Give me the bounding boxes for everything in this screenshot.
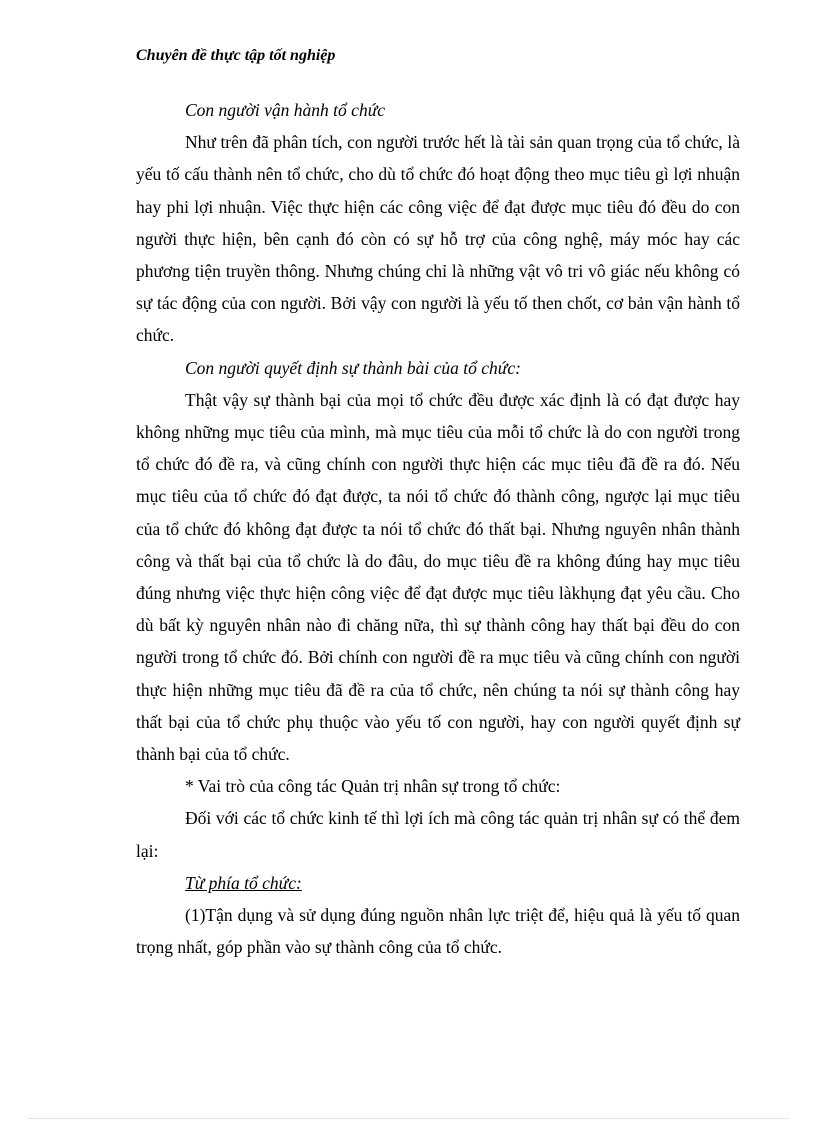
page-header-title: Chuyên đề thực tập tốt nghiệp [136,47,336,64]
paragraph-hr-role-heading: * Vai trò của công tác Quản trị nhân sự trong tổ chức: [185,776,561,797]
subheading-people-decide: Con người quyết định sự thành bài của tổ chức: [185,357,521,378]
subheading-organization-side-text: Từ phía tổ chức: [185,872,302,893]
paragraph-success-failure: Thật vậy sự thành bại của mọi tổ chức đều được xác định là có đạt được hay không những mục tiêu của mình, mà mục tiêu của mỗi tổ chức là do con người trong tổ chức đó đề ra, và cũng chính con người thực hiện các mục tiêu đã đề ra đó. Nếu mục tiêu của tổ chức đó đạt được, ta nói tổ chức đó thành công, ngược lại mục tiêu của tổ chức đó không đạt được ta nói tổ chức đó thất bại. Nhưng nguyên nhân thành công và thất bại của tổ chức là do đâu, do mục tiêu đề ra không đúng hay mục tiêu đúng nhưng việc thực hiện công việc để đạt được mục tiêu làkhụng đạt yêu cầu. Cho dù bất kỳ nguyên nhân nào đi chăng nữa, thì sự thành công hay thất bại đều do con người trong tổ chức đó. Bởi chính con người đề ra mục tiêu và cũng chính con người thực hiện những mục tiêu đã đề ra của tổ chức, nên chúng ta nói sự thành công hay thất bại của tổ chức phụ thuộc vào yếu tố con người, hay con người quyết định sự thành bại của tổ chức. [136,389,740,765]
paragraph-people-assets: Như trên đã phân tích, con người trước hết là tài sản quan trọng của tổ chức, là yếu tố cấu thành nên tổ chức, cho dù tổ chức đó hoạt động theo mục tiêu gì lợi nhuận hay phi lợi nhuận. Việc thực hiện các công việc để đạt được mục tiêu đó đều do con người thực hiện, bên cạnh đó còn có sự hỗ trợ của công nghệ, máy móc hay các phương tiện truyền thông. Nhưng chúng chỉ là những vật vô tri vô giác nếu không có sự tác động của con người. Bởi vậy con người là yếu tố then chốt, cơ bản vận hành tổ chức. [136,132,740,346]
page-bottom-divider [28,1118,788,1119]
paragraph-hr-benefits: Đối với các tổ chức kinh tế thì lợi ích mà công tác quản trị nhân sự có thể đem lại: [136,808,740,861]
paragraph-point-1: (1)Tận dụng và sử dụng đúng nguồn nhân lực triệt để, hiệu quả là yếu tố quan trọng nhất, góp phần vào sự thành công của tổ chức. [136,905,740,958]
subheading-people-operate: Con người vận hành tổ chức [185,100,386,120]
subheading-organization-side [136,867,740,899]
document-body [136,94,740,963]
